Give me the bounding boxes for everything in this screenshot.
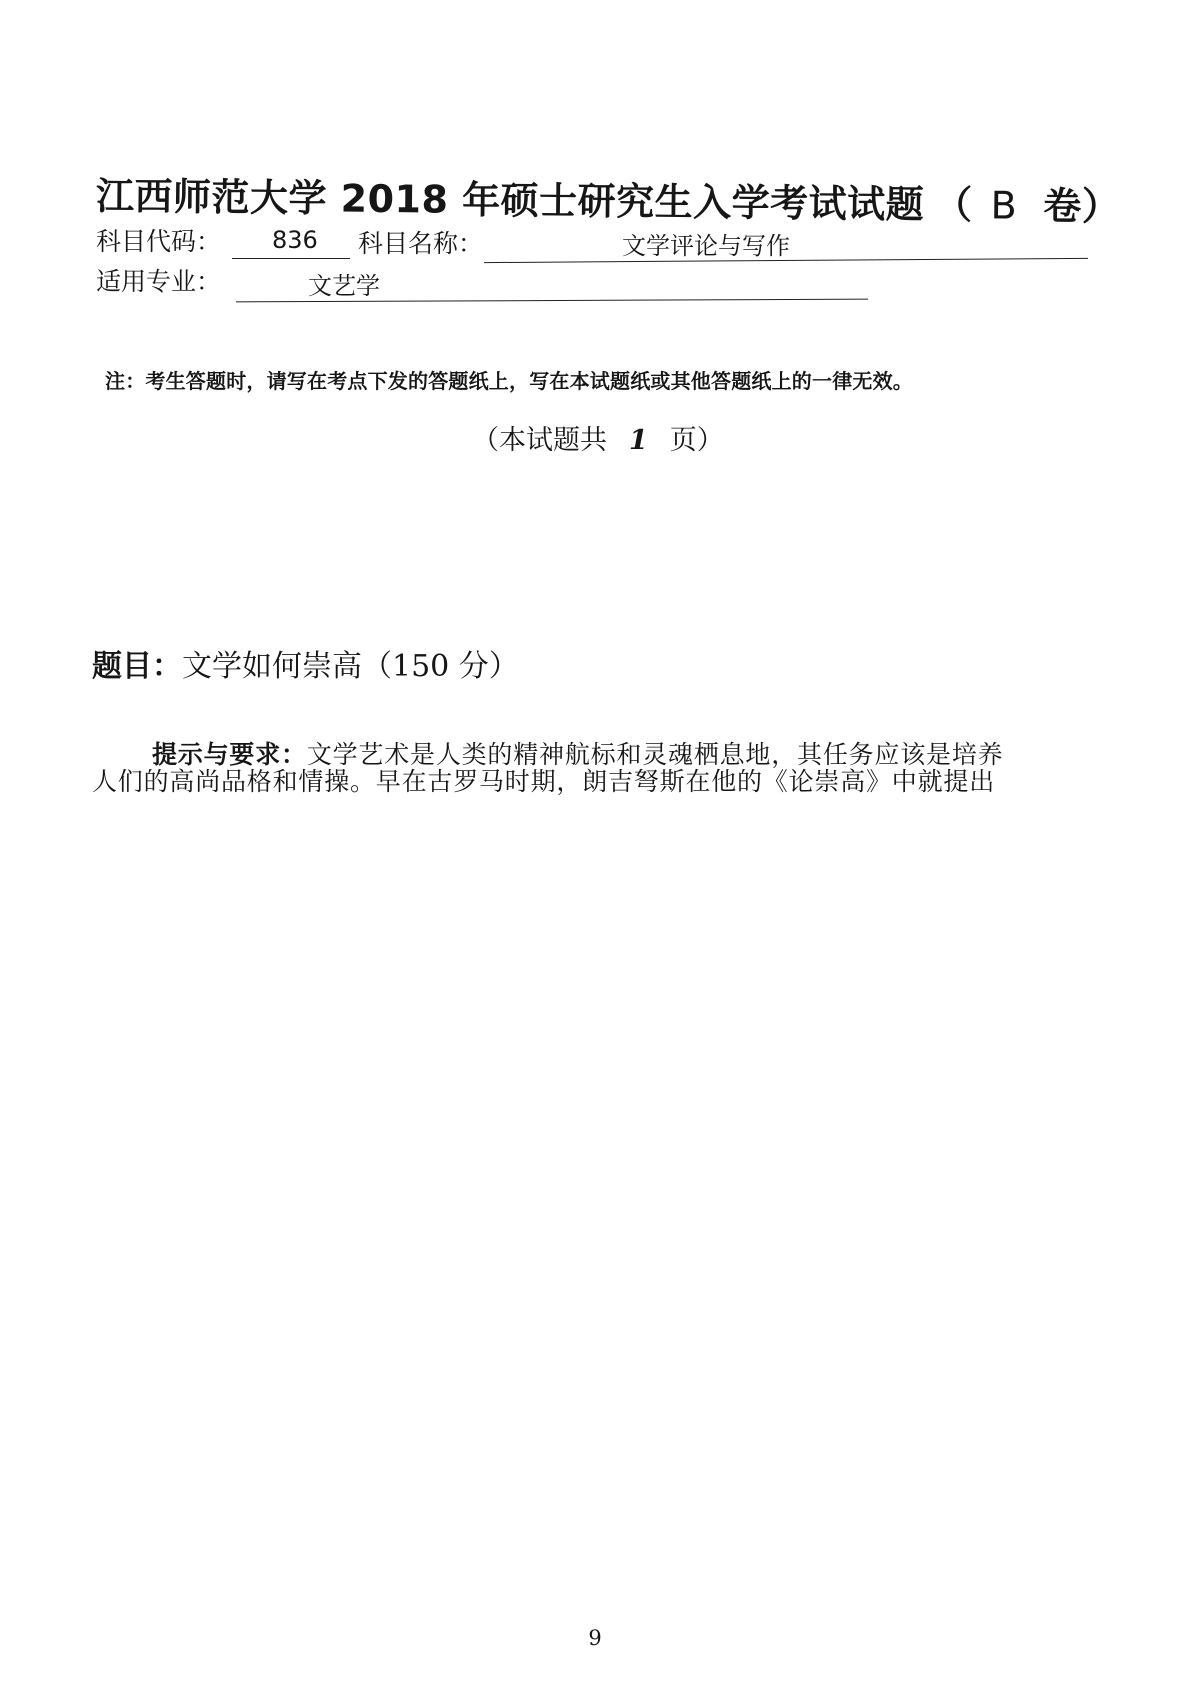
- exam-variant: B: [990, 183, 1018, 228]
- subject-code-value: 836: [272, 226, 318, 254]
- exam-title: [96, 165, 1121, 231]
- page-count-prefix: （本试题共: [472, 425, 607, 456]
- exam-title-paren: （: [933, 182, 973, 228]
- subject-code-underline: [232, 258, 350, 259]
- page-number: 9: [588, 1626, 602, 1650]
- question-label: 题目：: [92, 649, 182, 684]
- subject-row: [96, 222, 1096, 262]
- major-label: 适用专业：: [96, 267, 222, 296]
- subject-name-label: 科目名称：: [358, 229, 484, 258]
- question-topic: [92, 641, 519, 685]
- exam-variant-suffix: 卷）: [1043, 183, 1121, 229]
- exam-title-main: 江西师范大学 2018 年硕士研究生入学考试试题: [95, 174, 925, 227]
- page-count-value: 1: [629, 425, 648, 456]
- question-text: 文学如何崇高（150 分）: [182, 649, 519, 684]
- truncated-text-line: [92, 767, 1112, 796]
- hint-label: 提示与要求：: [152, 740, 307, 769]
- subject-name-value: 文学评论与写作: [622, 232, 790, 260]
- page-count-suffix: 页）: [669, 425, 724, 456]
- exam-notice: 注：考生答题时，请写在考点下发的答题纸上，写在本试题纸或其他答题纸上的一律无效。: [105, 369, 913, 393]
- major-row: [96, 262, 996, 302]
- page-count: [472, 418, 724, 457]
- hint-text: 文学艺术是人类的精神航标和灵魂栖息地，其任务应该是培养: [306, 740, 1004, 769]
- major-value: 文艺学: [308, 272, 380, 300]
- truncated-text: 人们的高尚品格和情操。早在古罗马时期，朗吉弩斯在他的《论崇高》中就提出: [92, 767, 996, 796]
- subject-code-label: 科目代码：: [96, 227, 222, 256]
